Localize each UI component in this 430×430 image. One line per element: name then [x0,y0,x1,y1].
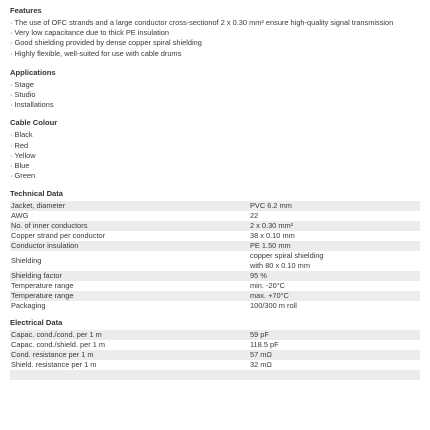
spec-value: 57 mΩ [249,350,420,360]
spec-key: Cond. resistance per 1 m [10,350,249,360]
cable-colour-section [10,118,420,181]
features-item: · Good shielding provided by dense copper spiral shielding [10,38,420,48]
spec-value: 59 pF [249,330,420,340]
spec-key: Temperature range [11,280,74,290]
electrical-data-table [10,330,420,370]
features-item: · Very low capacitance due to thick PE insulation [10,28,420,38]
table-row [10,330,420,340]
spec-key: Conductor insulation [10,241,249,251]
spec-key: Shield. resistance per 1 m [11,360,97,370]
table-row [10,291,420,301]
spec-value: 95 % [249,271,420,281]
features-title: Features [10,6,42,15]
spec-value: PVC 6.2 mm [249,201,420,211]
spec-value: 32 mΩ [250,360,272,370]
spec-value: 118.5 pF [250,340,279,350]
spec-value: PE 1.50 mm [249,241,420,251]
features-item: · The use of OFC strands and a large conductor cross-sectionof 2 x 0.30 mm² ensure high-quality signal transmission [10,18,420,28]
spec-key: Jacket, diameter [10,201,249,211]
table-row [10,271,420,281]
cable-colour-item: · Green [10,171,420,181]
features-item: · Highly flexible, well-suited for use with cable drums [10,49,420,59]
spec-key: Capac. cond./cond. per 1 m [10,330,249,340]
spec-value: 22 [250,211,259,221]
electrical-data-title: Electrical Data [10,318,63,328]
features-list [10,18,420,59]
applications-list [10,80,420,111]
table-row [10,251,420,271]
features-section [10,6,420,59]
cable-colour-item: · Blue [10,161,420,171]
spec-value: 2 x 0.30 mm² [249,221,420,231]
spec-key: Shielding [11,255,42,265]
cable-colour-list [10,130,420,181]
applications-item: · Installations [10,100,420,110]
table-row [10,340,420,350]
table-row [10,360,420,370]
cable-colour-item: · Black [10,130,420,140]
table-row [10,350,420,360]
cable-colour-item: · Red [10,141,420,151]
spec-key: Capac. cond./shield. per 1 m [11,340,106,350]
technical-data-table [10,201,420,310]
spec-key: Temperature range [10,291,249,301]
applications-item: · Stage [10,80,420,90]
cable-colour-title: Cable Colour [10,118,58,128]
spec-value [249,251,420,271]
spec-key: AWG [11,211,29,221]
table-row [10,301,420,311]
spec-value: max. +70°C [249,291,420,301]
technical-data-title: Technical Data [10,189,64,199]
spec-value-line: copper spiral shielding [250,250,324,260]
spec-value: min. -20°C [250,280,285,290]
spec-value: 100/300 m roll [250,300,297,310]
spec-key: Copper strand per conductor [11,231,106,241]
table-row [10,211,420,221]
spec-key: No. of inner conductors [10,221,249,231]
table-row [10,201,420,211]
spec-key: Shielding factor [10,271,249,281]
applications-item: · Studio [10,90,420,100]
table-row [10,281,420,291]
table-row [10,231,420,241]
spec-value: 38 x 0.10 mm [250,231,295,241]
applications-title: Applications [10,67,56,77]
table-row [10,221,420,231]
applications-section [10,68,420,111]
table-row [10,241,420,251]
cable-colour-item: · Yellow [10,151,420,161]
spec-key: Packaging [11,300,46,310]
spec-value-line: with 80 x 0.10 mm [250,260,310,270]
table-row-empty [10,370,420,380]
